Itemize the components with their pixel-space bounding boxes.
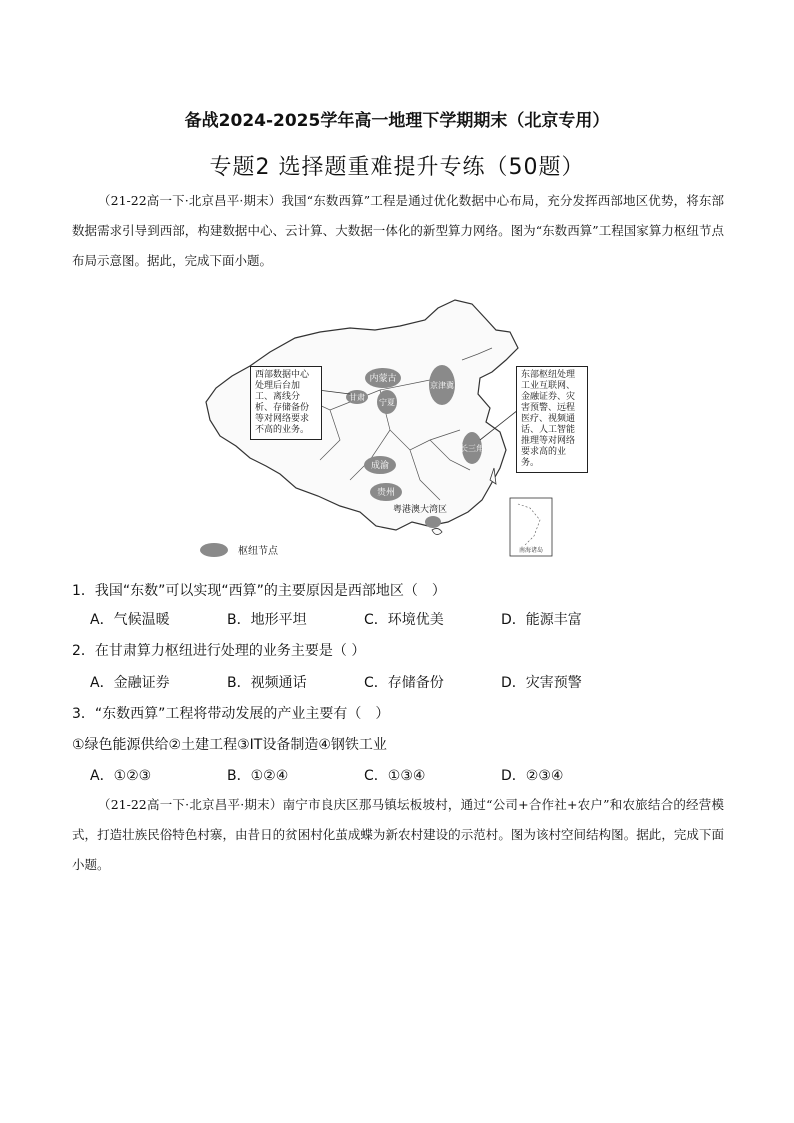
legend-swatch	[200, 543, 228, 557]
question-1-stem: 1．我国“东数”可以实现“西算”的主要原因是西部地区（ ）	[72, 583, 446, 599]
question-3-stem: 3．“东数西算”工程将带动发展的产业主要有（ ）	[72, 706, 390, 722]
east-callout: 东部枢纽处理工业互联网、金融证券、灾害预警、远程医疗、视频通话、人工智能推理等对网络要求高的业务。	[516, 366, 588, 473]
question-2-option-d[interactable]: D．灾害预警	[501, 675, 582, 691]
question-3-option-b[interactable]: B．①②④	[227, 768, 289, 784]
question-2-option-c[interactable]: C．存储备份	[364, 675, 444, 691]
question-3-options	[90, 765, 730, 785]
passage-2: （21-22高一下·北京昌平·期末）南宁市良庆区那马镇坛板坡村，通过“公司+合作社+农户”和农旅结合的经营模式，打造壮族民俗特色村寨，由昔日的贫困村化茧成蝶为新农村建设的示范村。图为该村空间结构图。据此，完成下面小题。	[72, 797, 724, 872]
question-3-items: ①绿色能源供给②土建工程③IT设备制造④钢铁工业	[72, 737, 387, 753]
map-legend	[200, 542, 278, 557]
node-label-jingjinji: 京津冀	[430, 381, 454, 390]
document-subtitle: 专题2 选择题重难提升专练（50题）	[209, 155, 585, 180]
node-label-guizhou: 贵州	[376, 488, 396, 498]
west-callout: 西部数据中心处理后台加工、离线分析、存储备份等对网络要求不高的业务。	[250, 366, 322, 440]
china-compute-hub-map	[200, 290, 600, 570]
question-2-stem: 2．在甘肃算力枢纽进行处理的业务主要是（ ）	[72, 643, 366, 659]
question-1-option-d[interactable]: D．能源丰富	[501, 612, 582, 628]
inset-label: 南海诸岛	[518, 547, 544, 554]
node-label-ningxia: 宁夏	[379, 398, 395, 407]
node-yuegangao	[425, 516, 441, 528]
node-label-gansu: 甘肃	[349, 393, 365, 402]
legend-label: 枢纽节点	[238, 546, 278, 557]
question-1-option-c[interactable]: C．环境优美	[364, 612, 444, 628]
node-label-chengyu: 成渝	[370, 461, 390, 471]
question-2-option-a[interactable]: A．金融证券	[90, 675, 170, 691]
question-2-option-b[interactable]: B．视频通话	[227, 675, 307, 691]
question-2-options	[90, 672, 730, 692]
passage-1: （21-22高一下·北京昌平·期末）我国“东数西算”工程是通过优化数据中心布局，充分发挥西部地区优势，将东部数据需求引导到西部，构建数据中心、云计算、大数据一体化的新型算力网络。图为“东数西算”工程国家算力枢纽节点布局示意图。据此，完成下面小题。	[72, 193, 724, 268]
document-title: 备战2024-2025学年高一地理下学期期末（北京专用）	[184, 111, 610, 131]
question-1-options	[90, 609, 730, 629]
question-1-option-b[interactable]: B．地形平坦	[227, 612, 307, 628]
node-label-changsanjiao: 长三角	[460, 444, 484, 453]
node-label-neimenggu: 内蒙古	[369, 374, 397, 384]
hainan-island	[432, 528, 442, 534]
question-3-option-d[interactable]: D．②③④	[501, 768, 564, 784]
question-3-option-a[interactable]: A．①②③	[90, 768, 152, 784]
question-3-option-c[interactable]: C．①③④	[364, 768, 426, 784]
node-label-yuegangao: 粤港澳大湾区	[392, 505, 448, 515]
question-1-option-a[interactable]: A．气候温暖	[90, 612, 170, 628]
